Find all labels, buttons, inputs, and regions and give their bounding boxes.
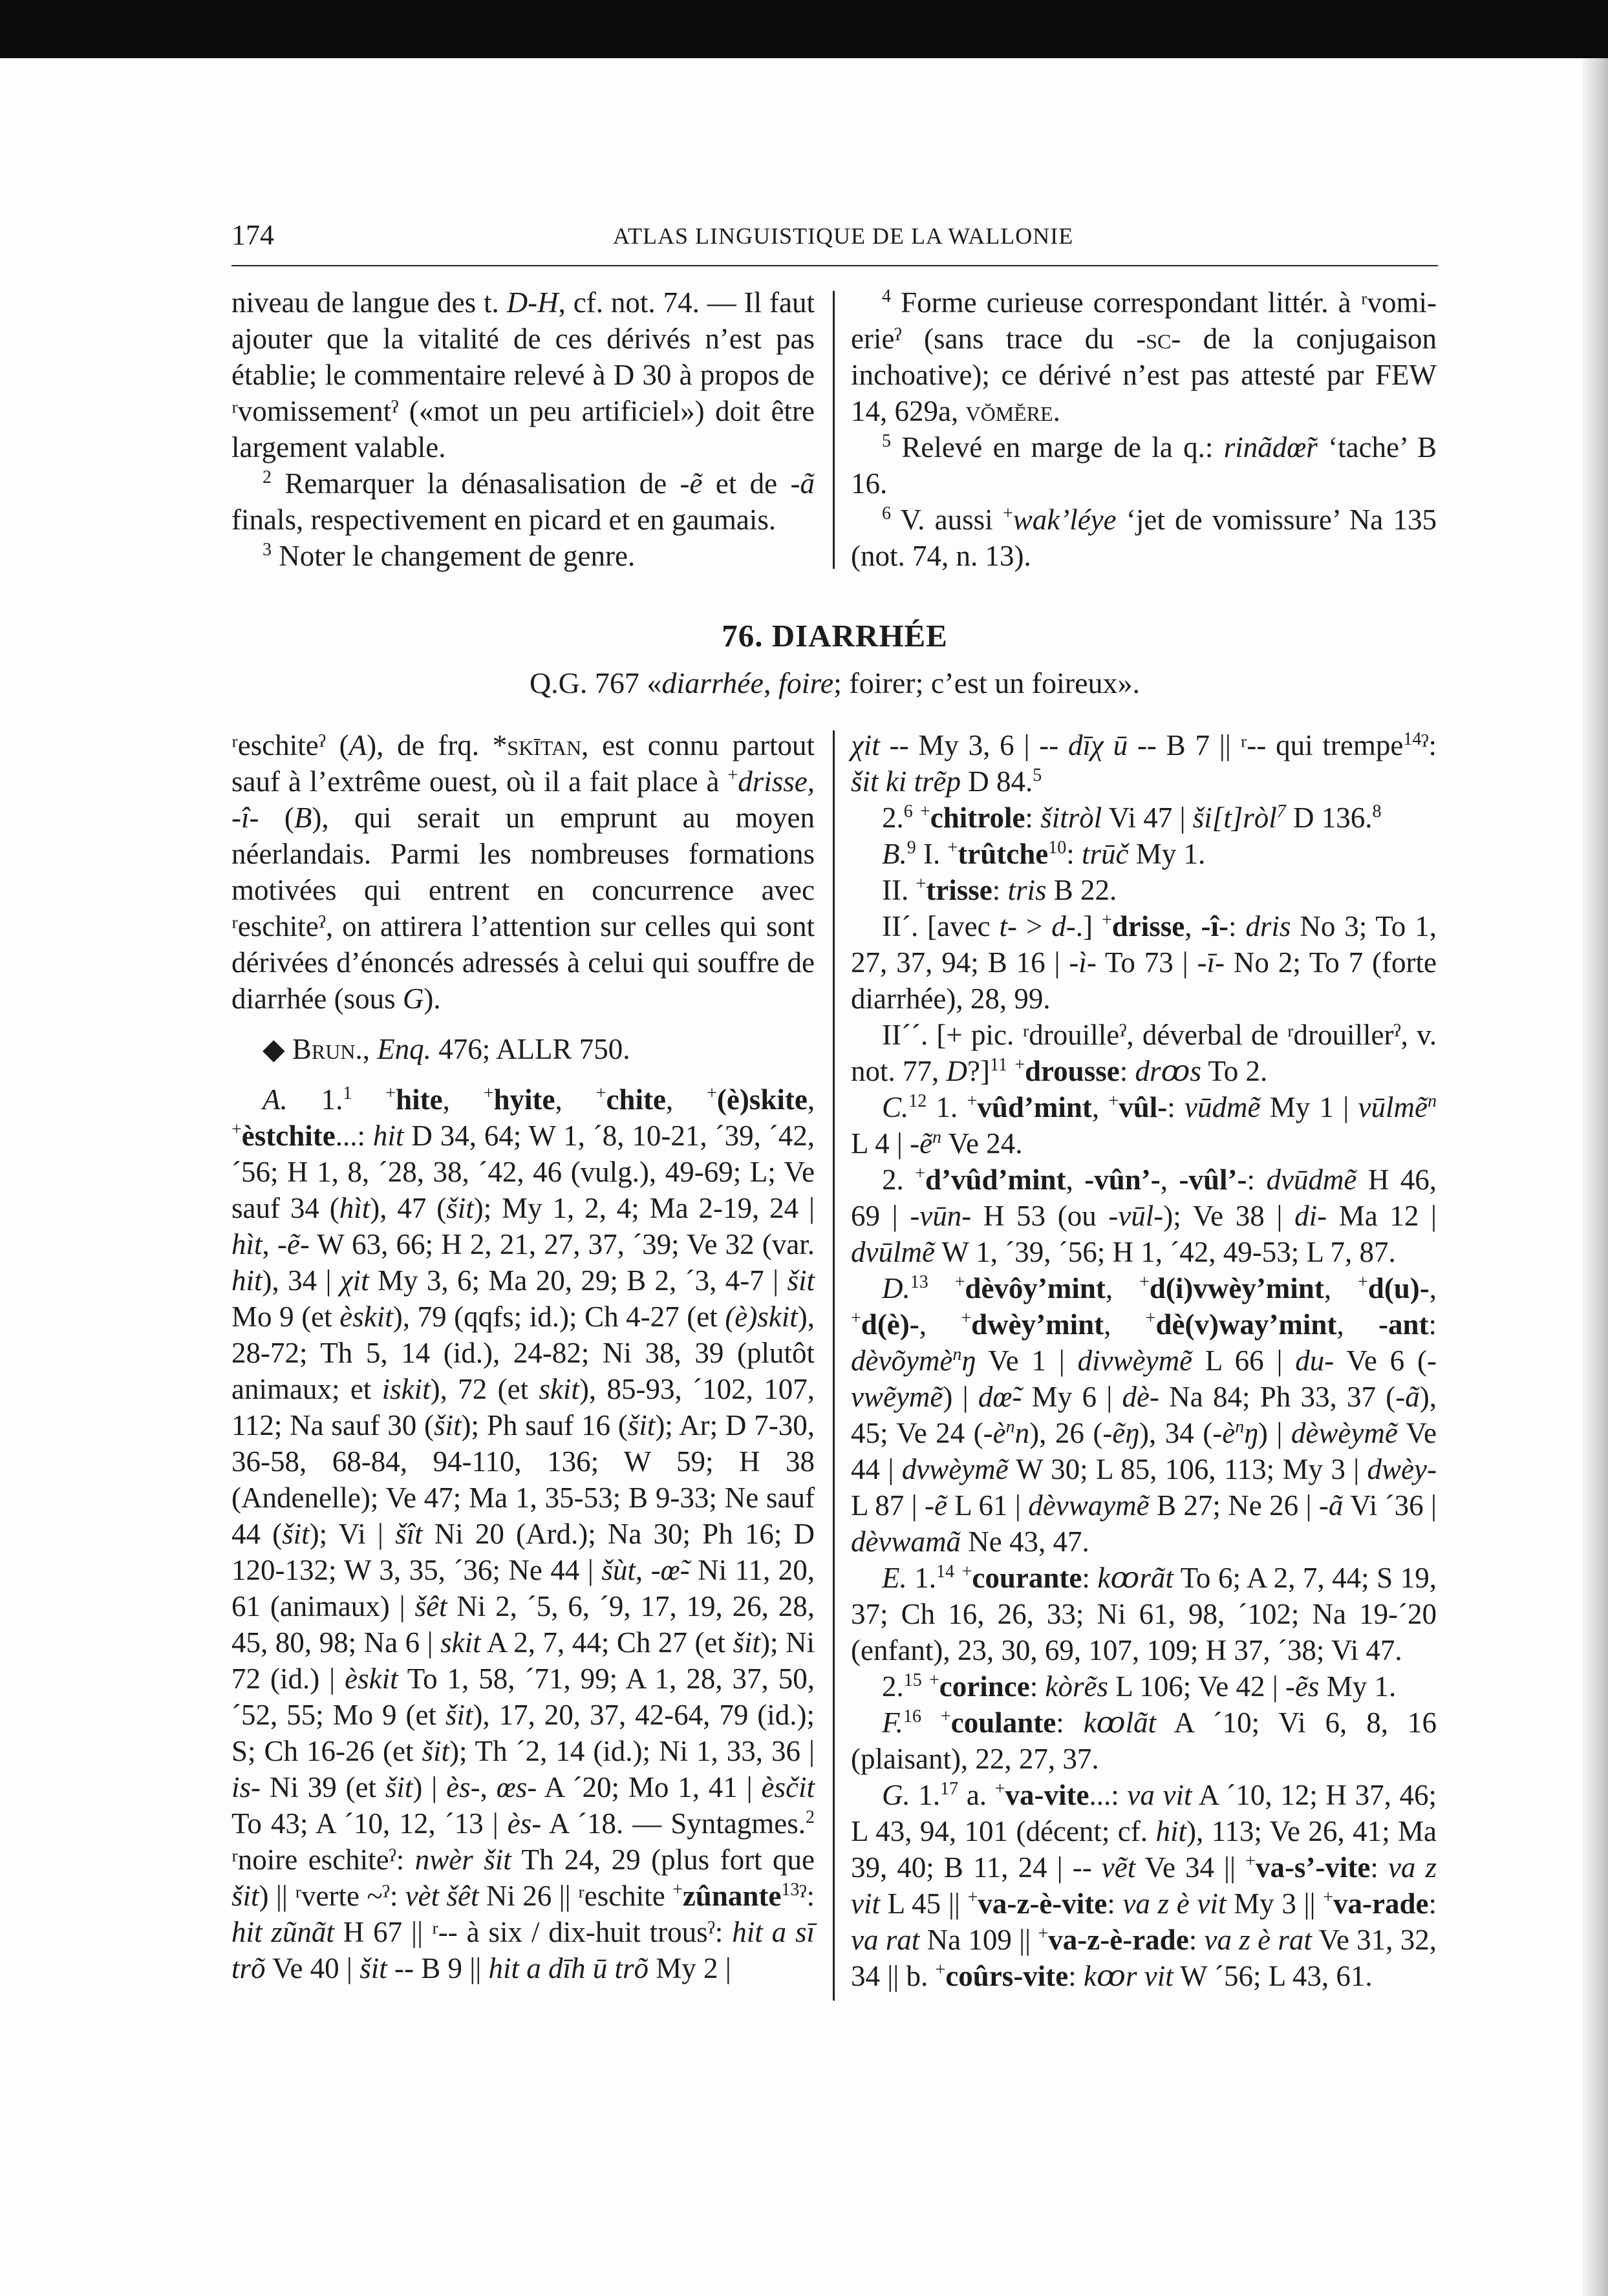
column-divider xyxy=(833,730,835,2001)
scan-top-border xyxy=(0,0,1608,58)
article-title: 76. DIARRHÉE xyxy=(722,618,948,654)
scan-right-edge xyxy=(1582,58,1608,2296)
footnotes-left: niveau de langue des t. D-H, cf. not. 74. — Il faut ajouter que la vitalité de ces dérivés n’est pas établie; le commentaire relevé à D 30 à propos de ʳvomissementˀ («mot un peu artificiel») doit être largement valable. $^2$ Remarquer la dénasalisation de -ẽ et de -ã finals, respectivement en picard et en gaumais. $^3$ Noter le changement de genre. xyxy=(231,286,815,572)
footnotes-right: $^4$ Forme curieuse correspondant littér. à ʳvomi-erieˀ (sans trace du -sc- de la conjugaison inchoative); ce dérivé n’est pas attesté par FEW 14, 629a, vŏmĕre. $^5$ Relevé en marge de la q.: rinãdœ̃r ‘tache’ B 16. $^6$ V. aussi +wak’léye ‘jet de vomissure’ Na 135 (not. 74, n. 13). xyxy=(851,286,1437,572)
article-column-left: ʳeschiteˀ (A), de frq. *skītan, est connu partout sauf à l’extrême ouest, où il a fait place à +drisse, -î- (B), qui serait un emprunt au moyen néerlandais. Parmi les nombreuses formations motivées qui entrent en concurrence avec ʳeschiteˀ, on attirera l’attention sur celles qui sont dérivées d’énoncés adressés à celui qui souffre de diarrhée (sous G). ◆ Brun., Enq. 476; ALLR 750. A. 1.$^1$ +hite, +hyite, +chite, +(è)skite, +èstchite...: hit D 34, 64; W 1, ´8, 10-21, ´39, ´42, ´56; H 1, 8, ´28, 38, ´42, 46 (vulg.), 49-69; L; Ve sauf 34 (hìt), 47 (šit); My 1, 2, 4; Ma 2-19, 24 | hìt, -ẽ- W 63, 66; H 2, 21, 27, 37, ´39; Ve 32 (var. hit), 34 | χit My 3, 6; Ma 20, 29; B 2, ´3, 4-7 | šit Mo 9 (et èskit), 79 (qqfs; id.); Ch 4-27 (et (è)skit), 28-72; Th 5, 14 (id.), 24-82; Ni 38, 39 (plutôt animaux; et iskit), 72 (et skit), 85-93, ´102, 107, 112; Na sauf 30 (šit); Ph sauf 16 (šit); Ar; D 7-30, 36-58, 68-84, 94-110, 136; W 59; H 38 (Andenelle); Ve 47; Ma 1, 35-53; B 9-33; Ne sauf 44 (šit); Vi | šît Ni 20 (Ard.); Na 30; Ph 16; D 120-132; W 3, 35, ´36; Ne 44 | šùt, -œ̃- Ni 11, 20, 61 (animaux) | šêt Ni 2, ´5, 6, ´9, 17, 19, 26, 28, 45, 80, 98; Na 6 | skit A 2, 7, 44; Ch 27 (et šit); Ni 72 (id.) | èskit To 1, 58, ´71, 99; A 1, 28, 37, 50, ´52, 55; Mo 9 (et šit), 17, 20, 37, 42-64, 79 (id.); S; Ch 16-26 (et šit); Th ´2, 14 (id.); Ni 1, 33, 36 | is- Ni 39 (et šit) | ès-, œs- A ´20; Mo 1, 41 | èsčit To 43; A ´10, 12, ´13 | ès- A ´18. — Syntagmes.$^2$ ʳnoire eschiteˀ: nwèr šit Th 24, 29 (plus fort que šit) || ʳverte ~ˀ: vèt šêt Ni 26 || ʳeschite +zûnante$^{13}$ˀ: hit zũnãt H 67 || ʳ-- à six / dix-huit trousˀ: hit a sī trõ Ve 40 | šit -- B 9 || hit a dīh ū trõ My 2 | xyxy=(231,729,815,1984)
questionnaire-reference: Q.G. 767 «diarrhée, foire; foirer; c’est un foireux». xyxy=(529,666,1141,699)
header-rule xyxy=(231,265,1438,266)
article-column-right: χit -- My 3, 6 | -- dīχ ū -- B 7 || ʳ-- qui trempe$^{14}$ˀ: šit ki trẽp D 84.$^5$ 2.$^6$ +chitrole: šitròl Vi 47 | ši[t]ròl$^7$ D 136.$^8$ B.$^9$ I. +trûtche$^{10}$: trūč My 1. II. +trisse: tris B 22. II´. [avec t- > d-.] +drisse, -î-: dris No 3; To 1, 27, 37, 94; B 16 | -ì- To 73 | -ī- No 2; To 7 (forte diarrhée), 28, 99. II´´. [+ pic. ʳdrouilleˀ, déverbal de ʳdrouillerˀ, v. not. 77, D?]$^{11}$ +drousse: drꝏs To 2. C.$^{12}$ 1. +vûd’mint, +vûl-: vūdmẽ My 1 | vūlmẽ$^n$ L 4 | -ẽ$^n$ Ve 24. 2. +d’vûd’mint, -vûn’-, -vûl’-: dvūdmẽ H 46, 69 | -vūn- H 53 (ou -vūl-); Ve 38 | di- Ma 12 | dvūlmẽ W 1, ´39, ´56; H 1, ´42, 49-53; L 7, 87. D.$^{13}$ +dèvôy’mint, +d(i)vwèy’mint, +d(u)-, +d(è)-, +dwèy’mint, +dè(v)way’mint, -ant: dèvõymè$^n$ŋ Ve 1 | divwèymẽ L 66 | du- Ve 6 (-vwẽymẽ) | dœ̃- My 6 | dè- Na 84; Ph 33, 37 (-ã), 45; Ve 24 $(-è^nn)$, 26 (-ẽŋ), 34 $(-è^nŋ)$ | dèwèymẽ Ve 44 | dvwèymẽ W 30; L 85, 106, 113; My 3 | dwèy- L 87 | -ẽ L 61 | dèvwaymẽ B 27; Ne 26 | -ã Vi ´36 | dèvwamã Ne 43, 47. E. 1.14 +courante: kꝏrãt To 6; A 2, 7, 44; S 19, 37; Ch 16, 26, 33; Ni 61, 98, ´102; Na 19-´20 (enfant), 23, 30, 69, 107, 109; H 37, ´38; Vi 47. 2.15 +corince: kòrẽs L 106; Ve 42 | -ẽs My 1. F.$^{16}$ +coulante: kꝏlãt A ´10; Vi 6, 8, 16 (plaisant), 22, 27, 37. G. 1.17 a. +va-vite...: va vit A ´10, 12; H 37, 46; L 43, 94, 101 (décent; cf. hit), 113; Ve 26, 41; Ma 39, 40; B 11, 24 | -- vẽt Ve 34 || +va-s’-vite: va z vit L 45 || +va-z-è-vite: va z è vit My 3 || +va-rade: va rat Na 109 || +va-z-è-rade: va z è rat Ve 31, 32, 34 || b. +coûrs-vite: kꝏr vit W ´56; L 43, 61. xyxy=(851,729,1437,1992)
page-number: 174 xyxy=(231,219,274,251)
footnotes-divider xyxy=(833,291,835,569)
running-header: ATLAS LINGUISTIQUE DE LA WALLONIE xyxy=(613,223,1074,249)
